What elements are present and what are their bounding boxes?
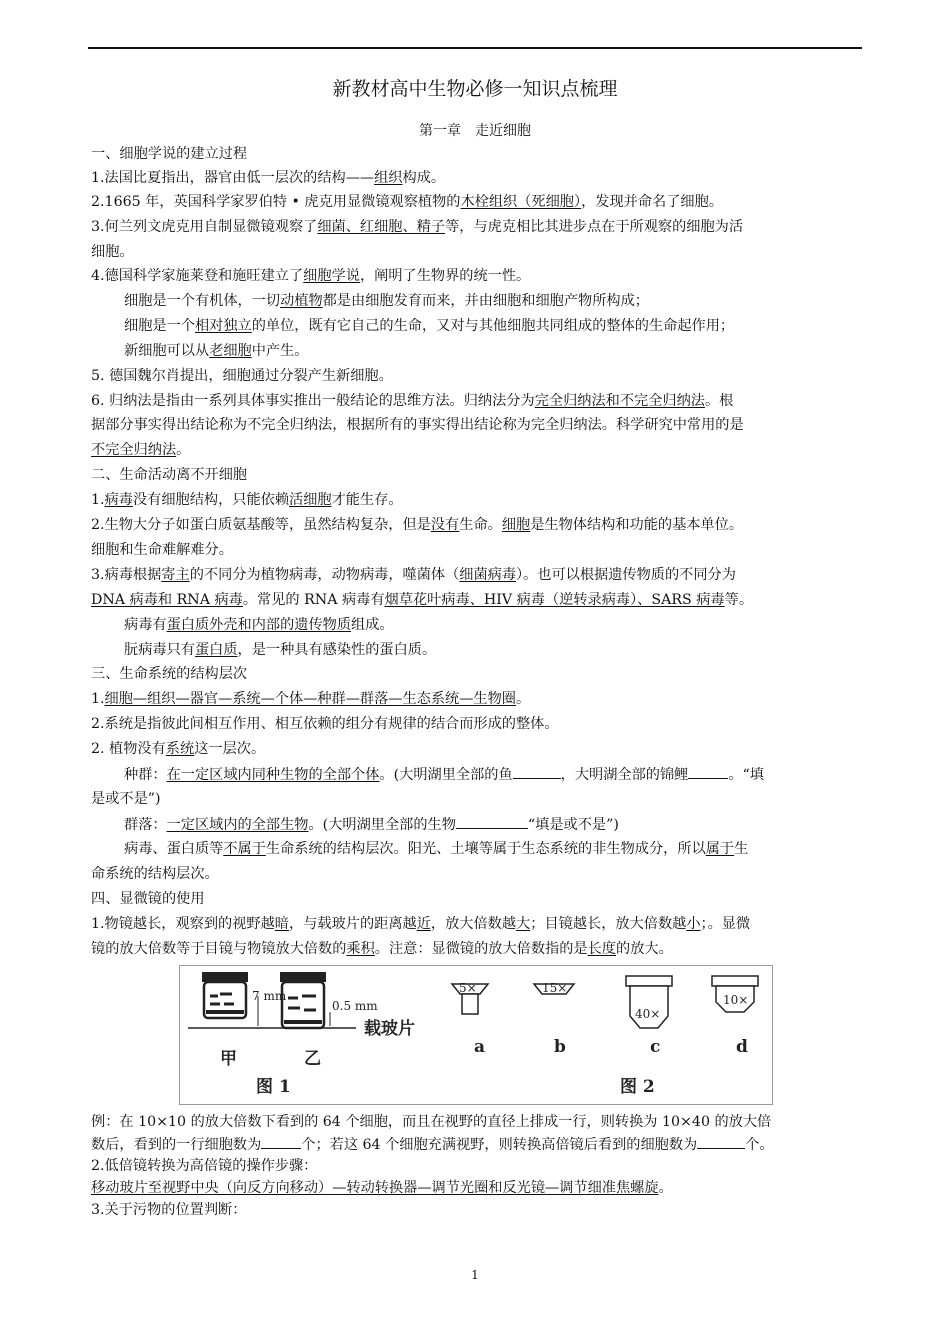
objective-10x xyxy=(712,976,758,1057)
lens-d-mag: 10× xyxy=(723,993,749,1007)
microscope-figure-svg xyxy=(180,966,772,1104)
fig2-caption: 图 2 xyxy=(620,1077,655,1097)
s1-p4c: 新细胞可以从老细胞中产生。 xyxy=(124,343,309,359)
s3-p6a: 病毒、蛋白质等不属于生命系统的结构层次。阳光、土壤等属于生态系统的非生物成分，所以属于生 xyxy=(124,841,749,857)
lens-a-mag: 5× xyxy=(459,981,477,995)
microscope-figure xyxy=(179,965,773,1105)
s3-p6b: 命系统的结构层次。 xyxy=(91,866,219,882)
s2-p3d: 朊病毒只有蛋白质，是一种具有感染性的蛋白质。 xyxy=(124,642,437,658)
section-heading-3: 三、生命系统的结构层次 xyxy=(91,666,248,682)
s1-p2: 2.1665 年，英国科学家罗伯特 • 虎克用显微镜观察植物的木栓组织（死细胞），发现并命名了细胞。 xyxy=(91,194,723,210)
lens-c-mag: 40× xyxy=(635,1007,661,1021)
lens-b-letter: b xyxy=(554,1037,566,1057)
s1-p6a: 6. 归纳法是指由一系列具体事实推出一般结论的思维方法。归纳法分为完全归纳法和不完全归纳法。根 xyxy=(91,393,734,409)
s2-p3c: 病毒有蛋白质外壳和内部的遗传物质组成。 xyxy=(124,617,394,633)
s4-p1a: 1.物镜越长，观察到的视野越暗，与载玻片的距离越近，放大倍数越大；目镜越长，放大倍数越小；。显微 xyxy=(91,916,751,932)
objective-40x xyxy=(626,976,672,1057)
header-rule xyxy=(88,47,862,49)
page-number: 1 xyxy=(471,1268,479,1282)
objective-jia xyxy=(202,972,248,1018)
s1-p4: 4.德国科学家施莱登和施旺建立了细胞学说，阐明了生物界的统一性。 xyxy=(91,268,531,284)
slide-label: 载玻片 xyxy=(364,1019,415,1039)
lens-b-mag: 15× xyxy=(542,981,568,995)
s2-p1: 1.病毒没有细胞结构，只能依赖活细胞才能生存。 xyxy=(91,492,403,508)
s4-p3: 3.关于污物的位置判断： xyxy=(91,1202,247,1218)
s3-p2: 2.系统是指彼此间相互作用、相互依赖的组分有规律的结合而形成的整体。 xyxy=(91,716,559,732)
fig1-distance-7mm: 7 mm xyxy=(252,989,287,1003)
s2-p2a: 2.生物大分子如蛋白质氨基酸等，虽然结构复杂，但是没有生命。细胞是生物体结构和功能的基本单位。 xyxy=(91,517,744,533)
s3-p3: 2. 植物没有系统这一层次。 xyxy=(91,741,266,757)
answer-blank-3[interactable] xyxy=(456,814,528,829)
s2-p3b: DNA 病毒和 RNA 病毒。常见的 RNA 病毒有烟草花叶病毒、HIV 病毒（逆转录病毒）、SARS 病毒等。 xyxy=(91,592,754,608)
section-heading-4: 四、显微镜的使用 xyxy=(91,891,205,907)
s3-p4a: 种群：在一定区域内同种生物的全部个体。(大明湖里全部的鱼 ，大明湖全部的锦鲤 。“填 xyxy=(124,764,764,785)
s1-p1: 1.法国比夏指出，器官由低一层次的结构——组织构成。 xyxy=(91,170,446,186)
answer-blank-2[interactable] xyxy=(688,764,728,779)
section-heading-2: 二、生命活动离不开细胞 xyxy=(91,467,248,483)
eyepiece-15x xyxy=(534,981,574,1057)
s2-p2b: 细胞和生命难解难分。 xyxy=(91,542,233,558)
s1-p5: 5. 德国魏尔肖提出，细胞通过分裂产生新细胞。 xyxy=(91,368,393,384)
objective-yi xyxy=(280,972,326,1028)
s4-p1b: 镜的放大倍数等于目镜与物镜放大倍数的乘积。注意：显微镜的放大倍数指的是长度的放大。 xyxy=(91,941,673,957)
s1-p4b: 细胞是一个相对独立的单位，既有它自己的生命，又对与其他细胞共同组成的整体的生命起作用； xyxy=(124,318,735,334)
eyepiece-5x xyxy=(452,981,488,1057)
fig1-caption: 图 1 xyxy=(256,1077,291,1097)
s4-p2: 2.低倍镜转换为高倍镜的操作步骤： xyxy=(91,1158,318,1174)
page-title: 新教材高中生物必修一知识点梳理 xyxy=(332,78,618,100)
label-yi: 乙 xyxy=(304,1049,321,1069)
s3-p4b: 是或不是”) xyxy=(91,791,161,807)
lens-d-letter: d xyxy=(736,1037,748,1057)
chapter-title: 第一章 走近细胞 xyxy=(419,123,531,139)
s4-p2-steps: 移动玻片至视野中央（向反方向移动）—转动转换器—调节光圈和反光镜—调节细准焦螺旋。 xyxy=(91,1180,673,1196)
s4-example-a: 例：在 10×10 的放大倍数下看到的 64 个细胞，而且在视野的直径上排成一行，则转换为 10×40 的放大倍 xyxy=(91,1114,772,1130)
s3-p1: 1.细胞—组织—器官—系统—个体—种群—群落—生态系统—生物圈。 xyxy=(91,691,531,707)
s1-p6c: 不完全归纳法。 xyxy=(91,442,191,458)
fig1-distance-05mm: 0.5 mm xyxy=(332,999,378,1013)
s3-p5: 群落：一定区域内的全部生物。(大明湖里全部的生物 “填是或不是”) xyxy=(124,814,619,835)
s1-p3b: 细胞。 xyxy=(91,244,134,260)
answer-blank-1[interactable] xyxy=(513,764,561,779)
label-jia: 甲 xyxy=(220,1049,237,1069)
lens-c-letter: c xyxy=(650,1037,661,1057)
answer-blank-5[interactable] xyxy=(697,1134,745,1149)
s2-p3a: 3.病毒根据寄主的不同分为植物病毒，动物病毒，噬菌体（细菌病毒）。也可以根据遗传物质的不同分为 xyxy=(91,567,736,583)
section-heading-1: 一、细胞学说的建立过程 xyxy=(91,146,248,162)
s1-p4a: 细胞是一个有机体，一切动植物都是由细胞发育而来，并由细胞和细胞产物所构成； xyxy=(124,293,649,309)
s1-p3a: 3.何兰列文虎克用自制显微镜观察了细菌、红细胞、精子等，与虎克相比其进步点在于所观察的细胞为活 xyxy=(91,219,744,235)
answer-blank-4[interactable] xyxy=(261,1134,301,1149)
s4-example-b: 数后，看到的一行细胞数为 个；若这 64 个细胞充满视野，则转换高倍镜后看到的细胞数为 个。 xyxy=(91,1134,774,1155)
s1-p6b: 据部分事实得出结论称为不完全归纳法，根据所有的事实得出结论称为完全归纳法。科学研究中常用的是 xyxy=(91,417,744,433)
lens-a-letter: a xyxy=(474,1037,486,1057)
